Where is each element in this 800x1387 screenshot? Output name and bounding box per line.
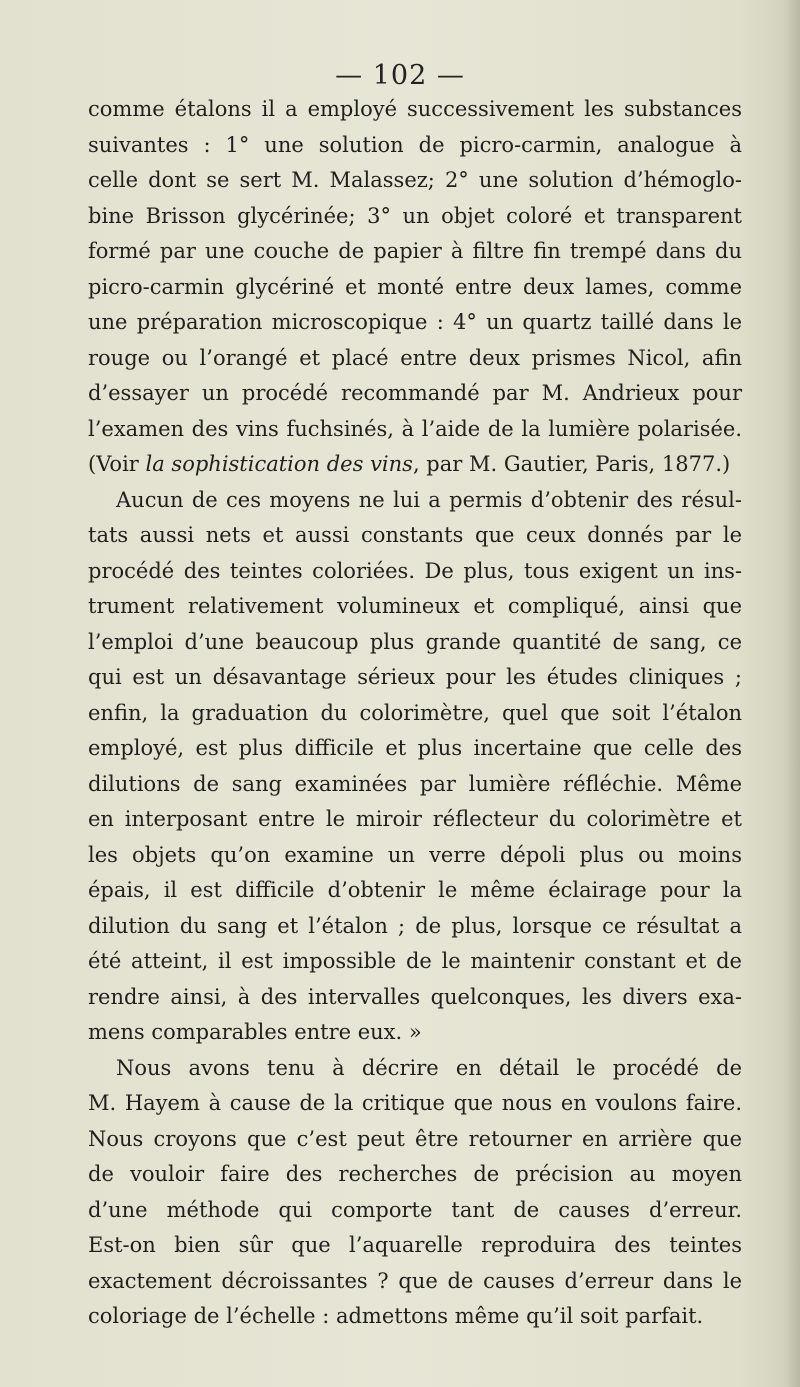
text-line: bine Brisson glycérinée; 3° un objet coloré et transparent [88,203,742,228]
text-line: celle dont se sert M. Malassez; 2° une solution d’hémoglo- [88,168,742,192]
text-line: été atteint, il est impossible de le maintenir constant et de [88,949,742,973]
text-line: épais, il est difficile d’obtenir le même éclairage pour la [88,878,742,902]
text-line: comme étalons il a employé successivement les substances [88,97,742,121]
text-line: dilution du sang et l’étalon ; de plus, lorsque ce résultat a [88,913,742,938]
text-line: suivantes : 1° une solution de picro-carmin, analogue à [88,132,742,157]
text-line: d’une méthode qui comporte tant de causes d’erreur. [88,1197,742,1222]
text-line: d’essayer un procédé recommandé par M. Andrieux pour [88,381,742,405]
text-line: enfin, la graduation du colorimètre, quel que soit l’étalon [88,700,742,725]
text-line: l’emploi d’une beaucoup plus grande quantité de sang, ce [88,629,742,654]
text-line: procédé des teintes coloriées. De plus, tous exigent un ins- [88,558,742,583]
page-number: — 102 — [335,60,465,91]
text-line: l’examen des vins fuchsinés, à l’aide de la lumière polarisée. [88,416,742,441]
text-line: picro-carmin glycériné et monté entre deux lames, comme [88,274,742,299]
text-line: les objets qu’on examine un verre dépoli plus ou moins [88,842,742,867]
text-line: exactement décroissantes ? que de causes d’erreur dans le [88,1268,742,1293]
cited-title: la sophistication des vins [145,452,413,476]
text-line: Aucun de ces moyens ne lui a permis d’obtenir des résul- [116,487,742,512]
text-line: qui est un désavantage sérieux pour les études cliniques ; [88,665,742,689]
text-line: mens comparables entre eux. » [88,1020,422,1044]
text-line: une préparation microscopique : 4° un quartz taillé dans le [88,310,742,334]
text-line: trument relativement volumineux et compliqué, ainsi que [88,594,742,618]
text-line: Est-on bien sûr que l’aquarelle reproduira des teintes [88,1233,742,1257]
citation-prefix: (Voir [88,452,146,476]
text-line: rouge ou l’orangé et placé entre deux prismes Nicol, afin [88,345,742,370]
text-line: rendre ainsi, à des intervalles quelconques, les divers exa- [88,984,742,1009]
text-line: Nous avons tenu à décrire en détail le procédé de [116,1055,742,1080]
text-line: M. Hayem à cause de la critique que nous en voulons faire. [88,1091,742,1115]
text-line: de vouloir faire des recherches de précision au moyen [88,1162,742,1186]
citation-suffix: , par M. Gautier, Paris, 1877.) [412,452,731,476]
text-line: coloriage de l’échelle : admettons même qu’il soit parfait. [88,1304,704,1328]
text-line: Nous croyons que c’est peut être retourner en arrière que [88,1126,742,1151]
text-line: dilutions de sang examinées par lumière réfléchie. Même [88,771,742,796]
page-edge-shadow [786,0,800,1387]
citation-line [88,447,742,483]
text-line: employé, est plus difficile et plus incertaine que celle des [88,736,742,760]
text-line: formé par une couche de papier à filtre fin trempé dans du [88,239,742,263]
text-line: en interposant entre le miroir réflecteur du colorimètre et [88,807,742,831]
text-line: tats aussi nets et aussi constants que ceux donnés par le [88,523,742,547]
body-text [88,92,742,1335]
